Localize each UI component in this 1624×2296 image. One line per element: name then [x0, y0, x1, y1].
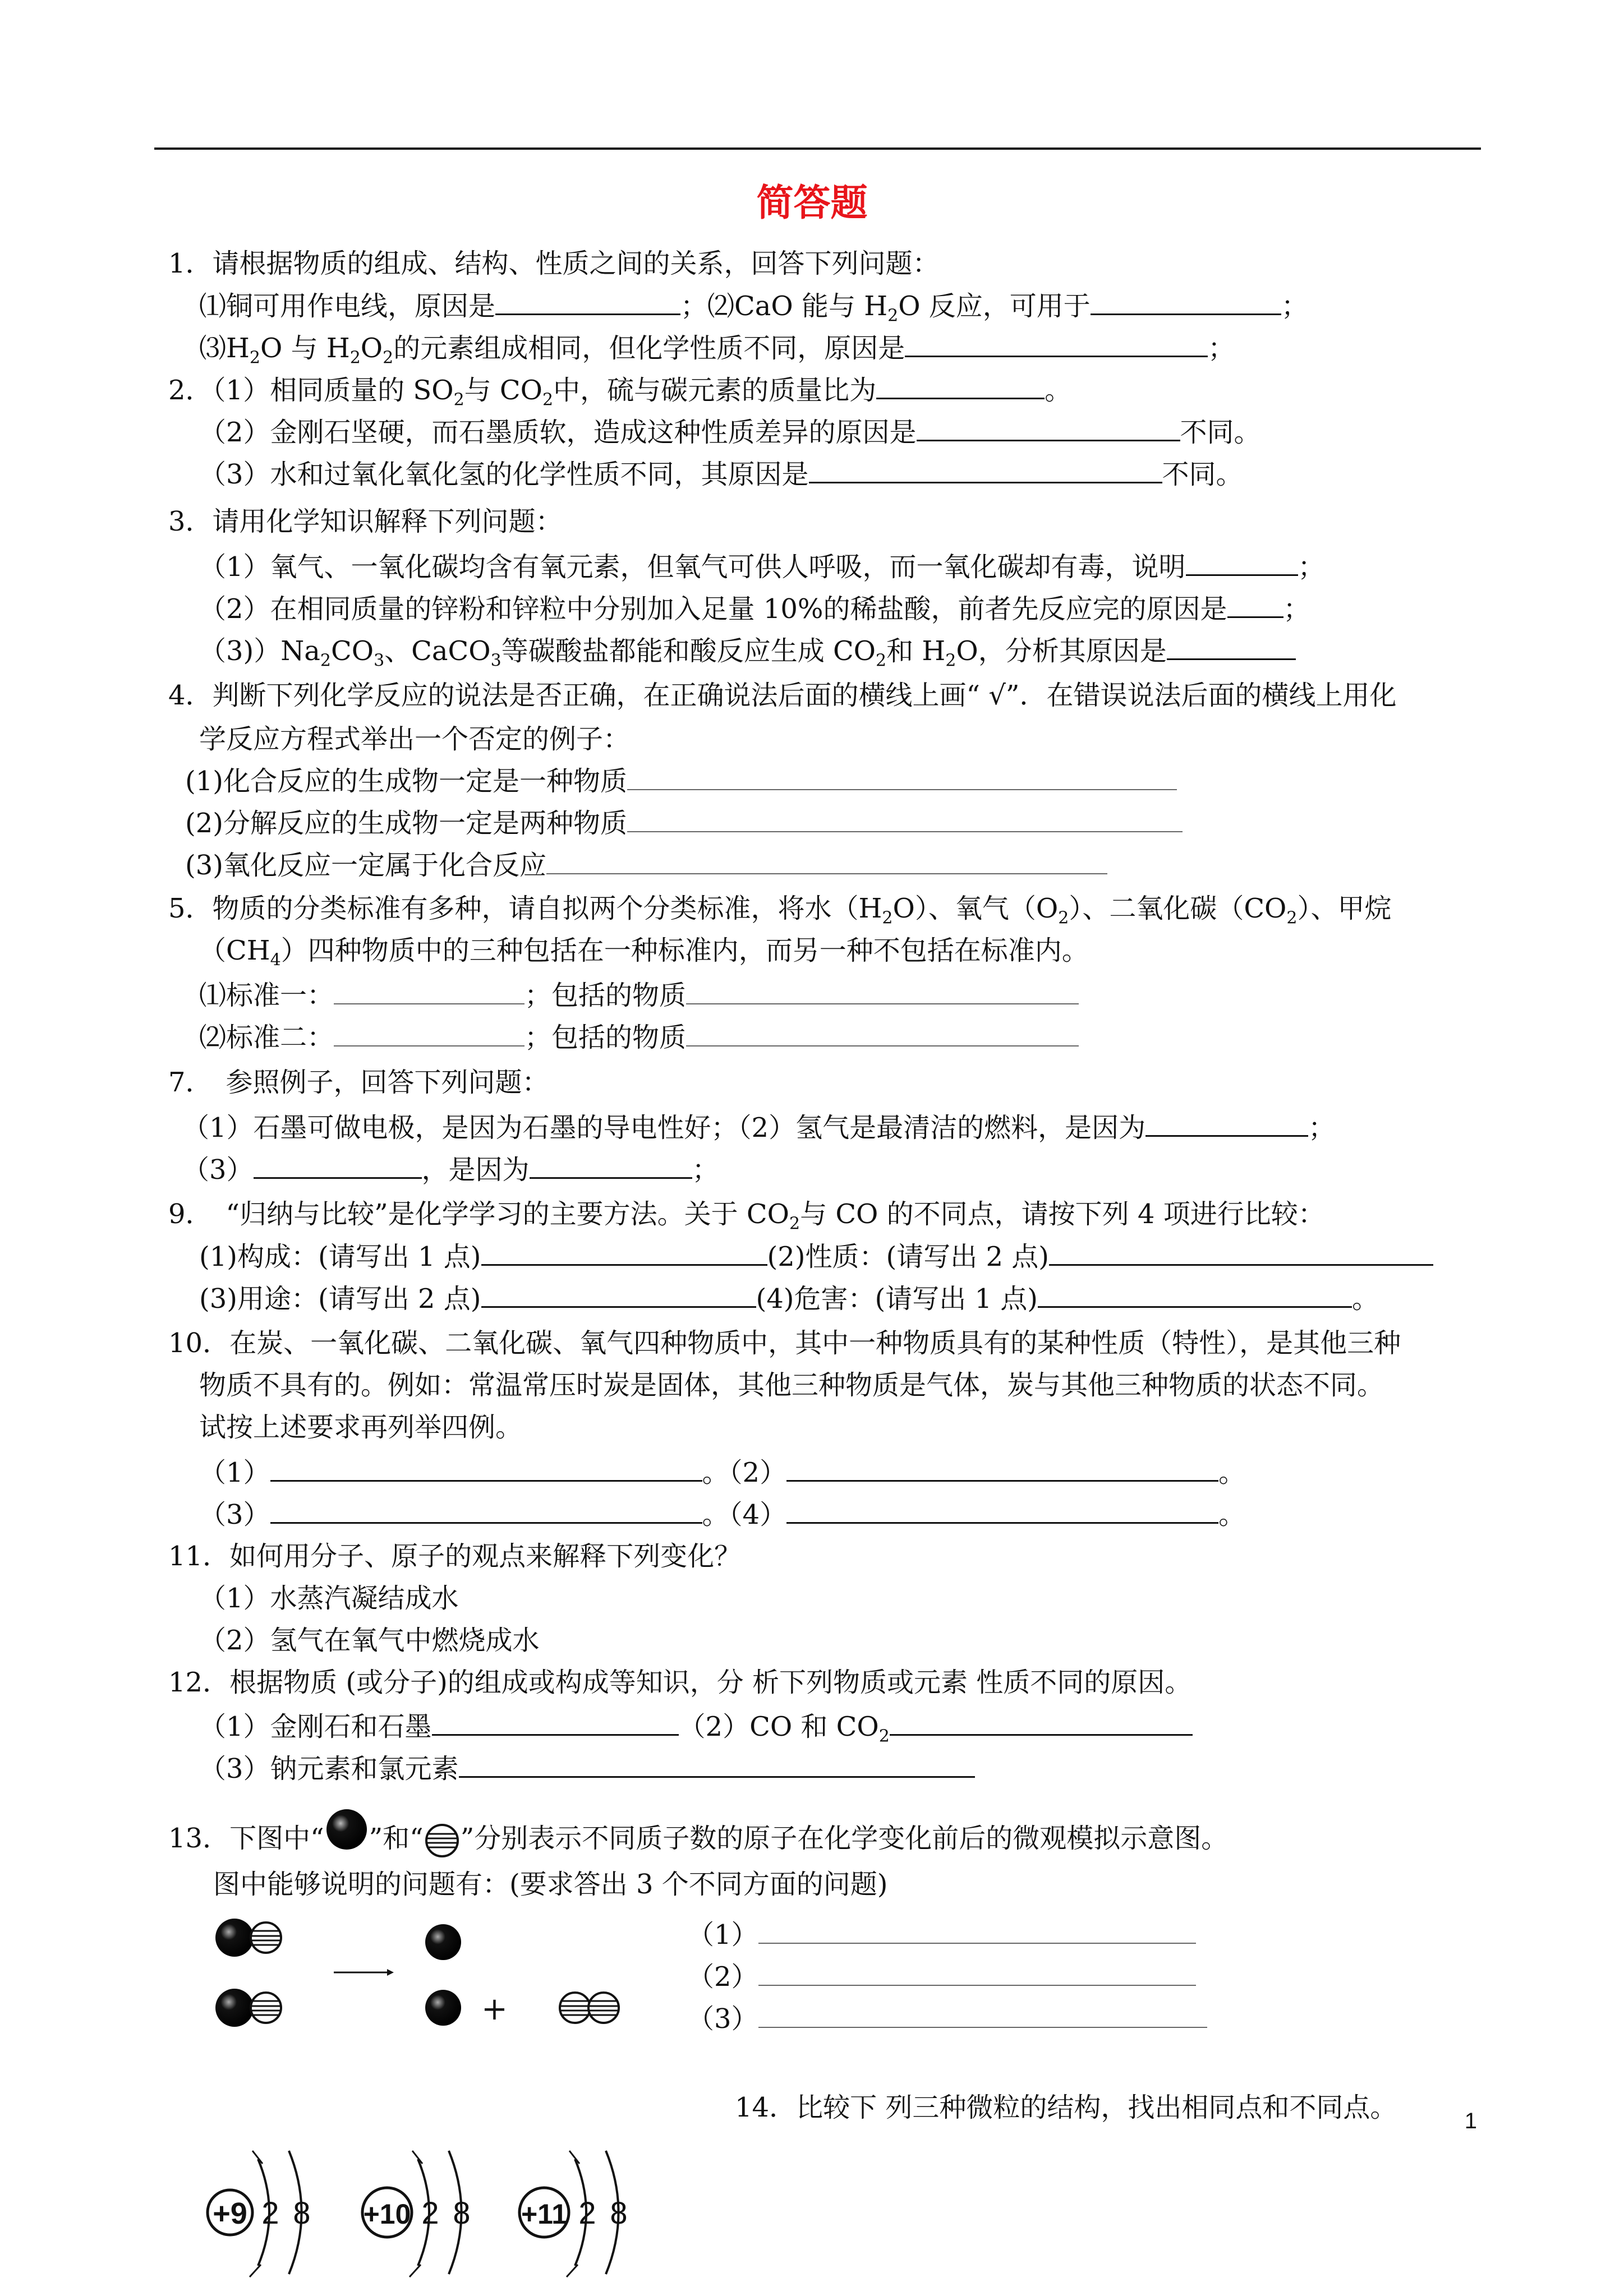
page-number: 1: [1464, 2109, 1477, 2133]
answer-blank[interactable]: [627, 806, 1183, 832]
q10-line3: 试按上述要求再列举四例。: [199, 1412, 523, 1443]
q11-item-2: （2）氢气在氧气中燃烧成水: [199, 1625, 540, 1656]
answer-blank[interactable]: [1091, 289, 1281, 315]
answer-blank[interactable]: [334, 1021, 525, 1046]
q5-line1: 5．物质的分类标准有多种，请自拟两个分类标准，将水$(H_2O)$、氧气$(O_2)$、二氧化碳$(CO_2)$、甲烷: [168, 893, 1392, 928]
q3-line2: （2）在相同质量的锌粉和锌粒中分别加入足量 10%的稀盐酸，前者先反应完的原因是 ；: [199, 592, 1310, 626]
q4-item-3: (3)氧化反应一定属于化合反应: [185, 849, 1107, 882]
q1-stem: 1．请根据物质的组成、结构、性质之间的关系，回答下列问题：: [168, 248, 940, 279]
q12-line2: （3）钠元素和氯元素: [199, 1751, 975, 1786]
q2-line2: （2）金刚石坚硬，而石墨质软，造成这种性质差异的原因是 不同。: [199, 415, 1261, 449]
reactant-molecule: [215, 1989, 281, 2027]
answer-blank[interactable]: [270, 1497, 702, 1524]
q9-line1: 9． “归纳与比较”是化学学习的主要方法。关于 $CO_2$与 CO 的不同点，请按下列 4 项进行比较：: [168, 1198, 1325, 1234]
answer-blank[interactable]: [546, 849, 1107, 874]
striped-atom-icon: [424, 1822, 461, 1859]
shell-electrons: 2: [261, 2195, 279, 2230]
atom-structure-1: [208, 2151, 311, 2277]
q2-line3: （3）水和过氧化氧化氢的化学性质不同，其原因是 不同。: [199, 457, 1243, 491]
answer-blank[interactable]: [254, 1152, 422, 1179]
answer-blank[interactable]: [917, 415, 1180, 441]
answer-blank[interactable]: [758, 2002, 1207, 2028]
answer-blank[interactable]: [481, 1281, 756, 1308]
q12-line1: （1）金刚石和石墨 （2）CO 和 $CO_2$: [199, 1709, 1193, 1754]
q1-line2: ⑴铜可用作电线，原因是 ；⑵CaO 能与 $H_2O$ 反应，可用于 ；: [199, 289, 1308, 333]
answer-blank[interactable]: [270, 1455, 702, 1482]
nucleus-charge: +10: [363, 2198, 411, 2230]
q10-line2: 物质不具有的。例如：常温常压时炭是固体，其他三种物质是气体，炭与其他三种物质的状态不同。: [199, 1370, 1384, 1401]
answer-blank[interactable]: [1167, 634, 1296, 660]
q7-line1: （1）石墨可做电极，是因为石墨的导电性好；（2）氢气是最清洁的燃料，是因为 ；: [182, 1110, 1335, 1145]
answer-blank[interactable]: [809, 457, 1162, 483]
answer-blank[interactable]: [530, 1152, 692, 1179]
answer-blank[interactable]: [890, 1709, 1193, 1736]
atom-structure-3: [519, 2151, 628, 2277]
answer-blank[interactable]: [758, 1960, 1196, 1986]
arrow-icon: [334, 1969, 394, 1976]
q13-answer-1: （1）: [687, 1918, 1196, 1952]
q4-line1: 4．判断下列化学反应的说法是否正确，在正确说法后面的横线上画“ √”．在错误说法后面的横线上用化: [168, 680, 1397, 711]
answer-blank[interactable]: [1186, 550, 1298, 576]
q10-answers-1: （1） 。（2） 。: [199, 1455, 1245, 1490]
q3-line3: $(3))Na_2CO_3$、CaCO$_3$等碳酸盐都能和酸反应生成 $CO_2$和 $H_2O$，分析其原因是: [199, 634, 1296, 678]
answer-blank[interactable]: [1049, 1239, 1433, 1266]
q1-line3: $⑶H_2O$ 与 $H_2O_2$的元素组成相同，但化学性质不同，原因是 ；: [199, 331, 1235, 375]
answer-blank[interactable]: [334, 979, 525, 1004]
answer-blank[interactable]: [905, 331, 1208, 357]
q13-line1: 13．下图中“ ”和“ ”分别表示不同质子数的原子在化学变化前后的微观模拟示意图。: [168, 1822, 1228, 1859]
plus-sign: +: [481, 1991, 508, 2027]
shell-electrons: 2: [421, 2195, 439, 2230]
q11-stem: 11．如何用分子、原子的观点来解释下列变化？: [168, 1541, 742, 1572]
atom-structure-diagram: [196, 2142, 656, 2294]
q3-line1: （1）氧气、一氧化碳均含有氧元素，但氧气可供人呼吸，而一氧化碳却有毒，说明 ；: [199, 550, 1325, 584]
answer-blank[interactable]: [758, 1918, 1196, 1944]
answer-blank[interactable]: [1227, 592, 1283, 618]
answer-blank[interactable]: [786, 1497, 1218, 1524]
product-molecule: [560, 1993, 619, 2023]
answer-blank[interactable]: [876, 373, 1045, 399]
q7-stem: 7． 参照例子，回答下列问题：: [168, 1067, 549, 1098]
reaction-diagram: [208, 1910, 634, 2044]
answer-blank[interactable]: [495, 289, 680, 315]
q13-line2: 图中能够说明的问题有：(要求答出 3 个不同方面的问题): [213, 1869, 888, 1900]
answer-blank[interactable]: [786, 1455, 1218, 1482]
black-atom-icon: [324, 1807, 369, 1852]
shell-electrons: 8: [293, 2195, 311, 2230]
answer-blank[interactable]: [459, 1751, 975, 1778]
q13-answer-3: （3）: [687, 2002, 1207, 2036]
q5-standard-1: ⑴标准一： ；包括的物质: [199, 979, 1079, 1012]
q10-line1: 10．在炭、一氧化碳、二氧化碳、氧气四种物质中，其中一种物质具有的某种性质（特性），是其他三种: [168, 1327, 1401, 1359]
product-atom: [425, 1990, 461, 2026]
answer-blank[interactable]: [1145, 1110, 1308, 1137]
q4-line2: 学反应方程式举出一个否定的例子：: [199, 723, 631, 755]
q2-line1: 2．（1）相同质量的 $SO_2$与 $CO_2$中，硫与碳元素的质量比为 。: [168, 373, 1071, 417]
nucleus-charge: +11: [521, 2198, 568, 2230]
nucleus-charge: +9: [213, 2197, 247, 2230]
q13-answer-2: （2）: [687, 1960, 1196, 1994]
reactant-molecule: [215, 1919, 281, 1957]
q11-item-1: （1）水蒸汽凝结成水: [199, 1583, 459, 1614]
q5-standard-2: ⑵标准二： ；包括的物质: [199, 1021, 1079, 1054]
shell-electrons: 2: [578, 2195, 596, 2230]
answer-blank[interactable]: [1038, 1281, 1352, 1308]
q9-line2: (1)构成：(请写出 1 点) (2)性质：(请写出 2 点): [199, 1239, 1433, 1274]
page-title: 简答题: [756, 181, 868, 224]
q3-stem: 3．请用化学知识解释下列问题：: [168, 506, 563, 537]
shell-electrons: 8: [610, 2195, 628, 2230]
q12-stem: 12．根据物质 (或分子)的组成或构成等知识，分 析下列物质或元素 性质不同的原因。: [168, 1667, 1192, 1698]
q9-line3: (3)用途：(请写出 2 点) (4)危害：(请写出 1 点) 。: [199, 1281, 1379, 1316]
q5-line2: $(CH_4)$四种物质中的三种包括在一种标准内，而另一种不包括在标准内。: [199, 935, 1089, 970]
atom-structure-2: [362, 2151, 471, 2277]
q7-line2: （3） ，是因为 ；: [182, 1152, 719, 1187]
answer-blank[interactable]: [481, 1239, 767, 1266]
answer-blank[interactable]: [627, 764, 1177, 790]
answer-blank[interactable]: [686, 979, 1079, 1004]
q4-item-1: (1)化合反应的生成物一定是一种物质: [185, 764, 1177, 798]
answer-blank[interactable]: [432, 1709, 679, 1736]
shell-electrons: 8: [453, 2195, 471, 2230]
q10-answers-2: （3） 。（4） 。: [199, 1497, 1245, 1532]
answer-blank[interactable]: [686, 1021, 1079, 1046]
top-rule: [154, 147, 1481, 150]
q4-item-2: (2)分解反应的生成物一定是两种物质: [185, 806, 1183, 840]
q14-stem: 14．比较下 列三种微粒的结构，找出相同点和不同点。: [735, 2092, 1397, 2123]
product-atom: [425, 1924, 461, 1960]
